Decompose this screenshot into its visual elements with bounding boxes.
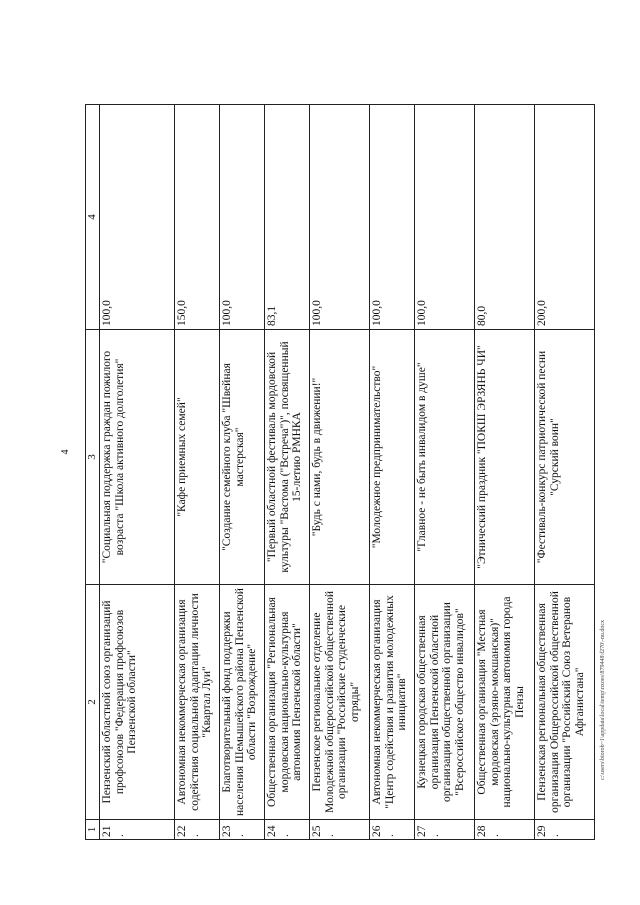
grant-amount: 83,1 [265,105,310,330]
header-col-4: 4 [86,105,100,330]
row-number: 26. [370,820,415,840]
organization-name: Пензенский областной союз организаций профсоюзов "Федерация профсоюзов Пензенской области" [100,585,175,820]
table-row [535,105,595,840]
grant-amount: 80,0 [475,105,535,330]
grants-table [85,104,595,840]
grant-amount: 100,0 [100,105,175,330]
organization-name: Кузнецкая городская общественная организация Пензенской областной организации общественной организации "Всероссийское общество инвалидов" [415,585,475,820]
table-row [475,105,535,840]
table-row [175,105,220,840]
organization-name: Пензенская региональная общественная организация Общероссийской общественной организации "Российский Союз Ветеранов Афганистана" [535,585,595,820]
row-number: 27. [415,820,475,840]
header-col-1: 1 [86,820,100,840]
grant-amount: 100,0 [415,105,475,330]
project-name: "Будь с нами, будь в движении!" [310,330,370,585]
project-name: "Молодежное предпринимательство" [370,330,415,585]
row-number: 28. [475,820,535,840]
organization-name: Общественная организация "Местная мордовская (эрзяно-мокшанская)" национально-культурная автономия города Пензы [475,585,535,820]
grant-amount: 100,0 [310,105,370,330]
table-row [310,105,370,840]
rotated-table-container [85,105,586,840]
table-row [415,105,475,840]
footer-file-path: c:\users\biorob~1\appdata\local\temp\nxoes\879448\f270\-nu.docx [600,619,606,781]
organization-name: Общественная организация "Региональная мордовская национально-культурная автономия Пензенской области" [265,585,310,820]
project-name: "Первый областной фестиваль мордовской культуры "Вастома ("Встреча")", посвященный 15-летию РМНКА [265,330,310,585]
row-number: 24. [265,820,310,840]
grant-amount: 150,0 [175,105,220,330]
page-number: 4 [60,449,71,455]
grant-amount: 200,0 [535,105,595,330]
row-number: 25. [310,820,370,840]
row-number: 21. [100,820,175,840]
project-name: "Создание семейного клуба "Швейная мастерская" [220,330,265,585]
header-col-3: 3 [86,330,100,585]
project-name: "Социальная поддержка граждан пожилого возраста "Школа активного долголетия" [100,330,175,585]
grant-amount: 100,0 [220,105,265,330]
header-col-2: 2 [86,585,100,820]
table-row [220,105,265,840]
project-name: "Этнический праздник "ПОКШ ЭРЗЯНЬ ЧИ" [475,330,535,585]
organization-name: Пензенское региональное отделение Молодежной общероссийской общественной организации "Российские студенческие отряды" [310,585,370,820]
grant-amount: 100,0 [370,105,415,330]
row-number: 29. [535,820,595,840]
row-number: 23. [220,820,265,840]
table-row [100,105,175,840]
table-row [370,105,415,840]
organization-name: Благотворительный фонд поддержки населения Шемышейского района Пензенской области "Возрождение" [220,585,265,820]
organization-name: Автономная некоммерческая организация содействия социальной адаптации личности "Квартал Луи" [175,585,220,820]
table-row [265,105,310,840]
organization-name: Автономная некоммерческая организация "Центр содействия и развития молодежных инициатив" [370,585,415,820]
project-name: "Фестиваль-конкурс патриотической песни "Сурский воин" [535,330,595,585]
project-name: "Главное - не быть инвалидом в душе" [415,330,475,585]
row-number: 22. [175,820,220,840]
header-row [86,105,100,840]
project-name: "Кафе приемных семей" [175,330,220,585]
